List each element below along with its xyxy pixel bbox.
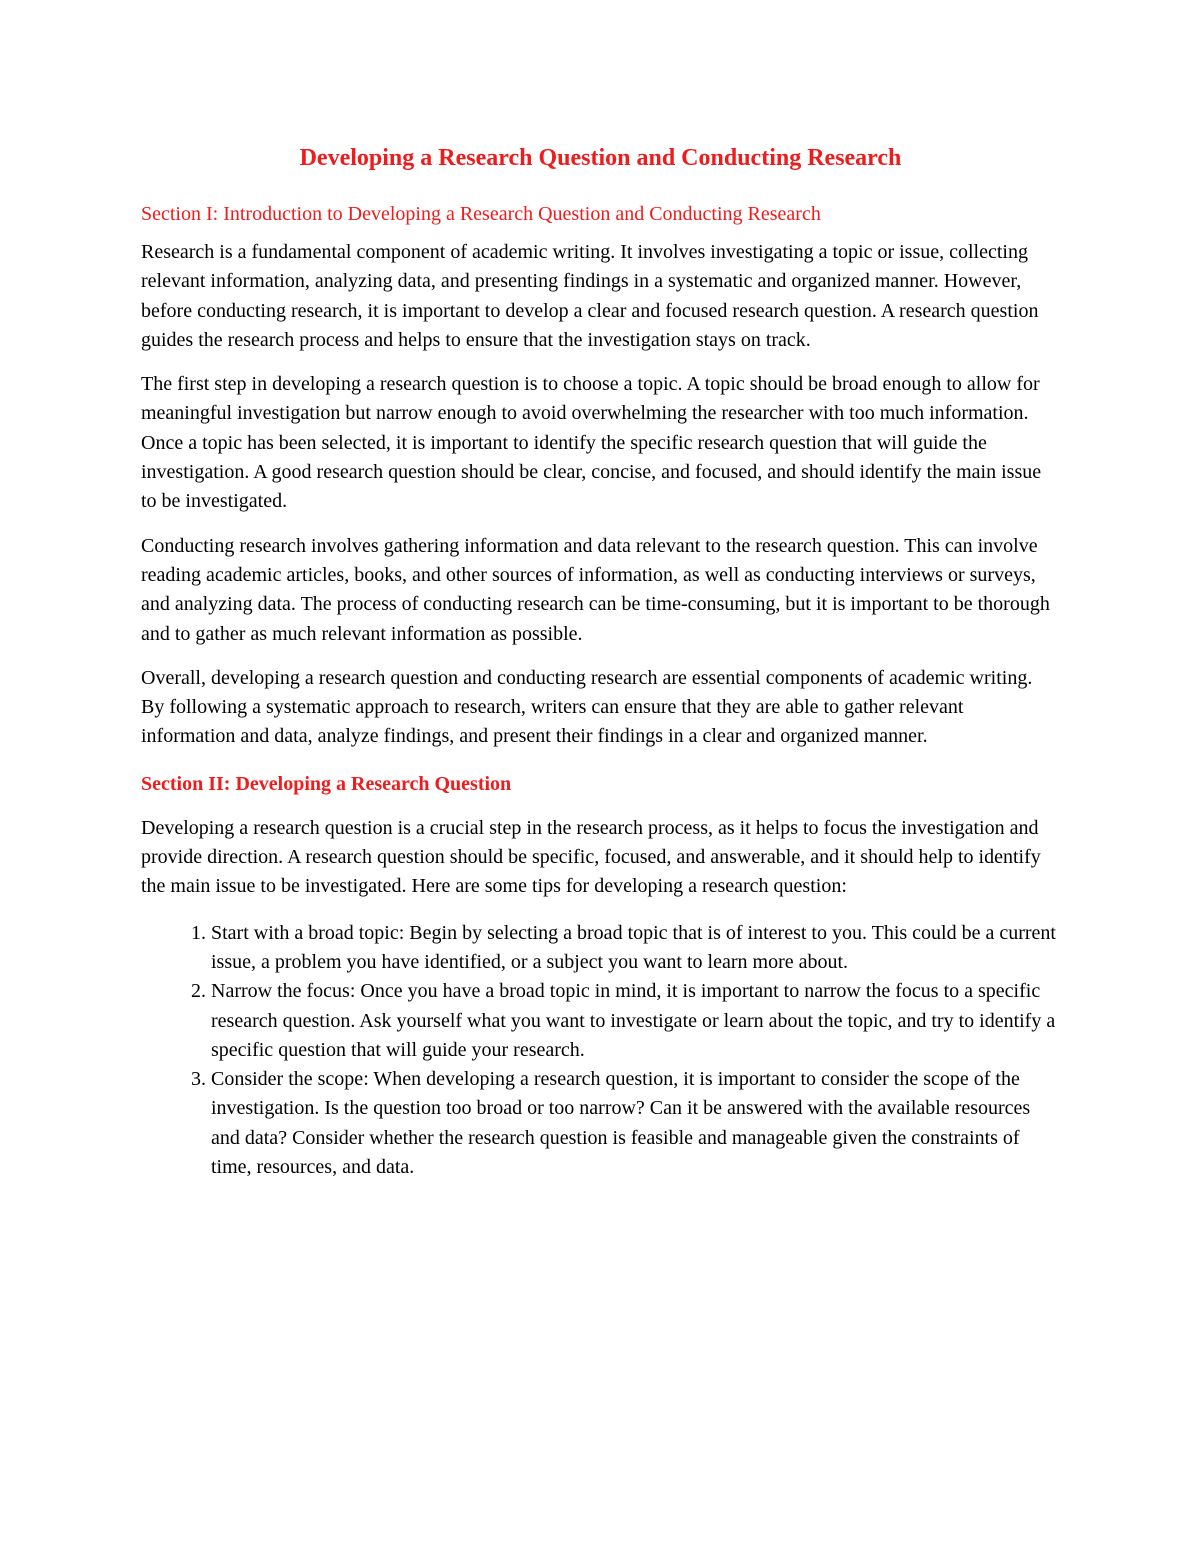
tip-item-1: 1. Start with a broad topic: Begin by selecting a broad topic that is of interest to you. This could be a current issue, a problem you have identified, or a subject you want to learn more about. [211,919,1060,978]
section-1-heading: Section I: Introduction to Developing a Research Question and Conducting Research [141,203,821,225]
section-2-intro: Developing a research question is a crucial step in the research process, as it helps to focus the investigation and provide direction. A research question should be specific, focused, and answerable, and it should help to identify the main issue to be investigated. Here are some tips for developing a research question: [141,816,1041,898]
section-1-paragraph-2: The first step in developing a research question is to choose a topic. A topic should be broad enough to allow for meaningful investigation but narrow enough to avoid overwhelming the researcher with too much information. Once a topic has been selected, it is important to identify the specific research question that will guide the investigation. A good research question should be clear, concise, and focused, and should identify the main issue to be investigated. [141,373,1042,513]
section-2-heading: Section II: Developing a Research Question [141,772,512,795]
section-1-paragraph-3: Conducting research involves gathering information and data relevant to the research question. This can involve reading academic articles, books, and other sources of information, as well as conducting interviews or surveys, and analyzing data. The process of conducting research can be time-consuming, but it is important to be thorough and to gather as much relevant information as possible. [141,534,1050,645]
tip-item-3: 3. Consider the scope: When developing a research question, it is important to consider the scope of the investigation. Is the question too broad or too narrow? Can it be answered with the available resources and data? Consider whether the research question is feasible and manageable given the constraints of time, resources, and data. [211,1065,1060,1182]
tip-item-2: 2. Narrow the focus: Once you have a broad topic in mind, it is important to narrow the focus to a specific research question. Ask yourself what you want to investigate or learn about the topic, and try to identify a specific question that will guide your research. [211,977,1060,1065]
section-1-paragraph-4: Overall, developing a research question and conducting research are essential components of academic writing. By following a systematic approach to research, writers can ensure that they are able to gather relevant information and data, analyze findings, and present their findings in a clear and organized manner. [141,666,1033,748]
document-title: Developing a Research Question and Conducting Research [299,145,902,171]
section-1-paragraph-1: Research is a fundamental component of academic writing. It involves investigating a topic or issue, collecting relevant information, analyzing data, and presenting findings in a systematic and organized manner. However, before conducting research, it is important to develop a clear and focused research question. A research question guides the research process and helps to ensure that the investigation stays on track. [141,241,1039,351]
tips-list [141,919,1060,1183]
